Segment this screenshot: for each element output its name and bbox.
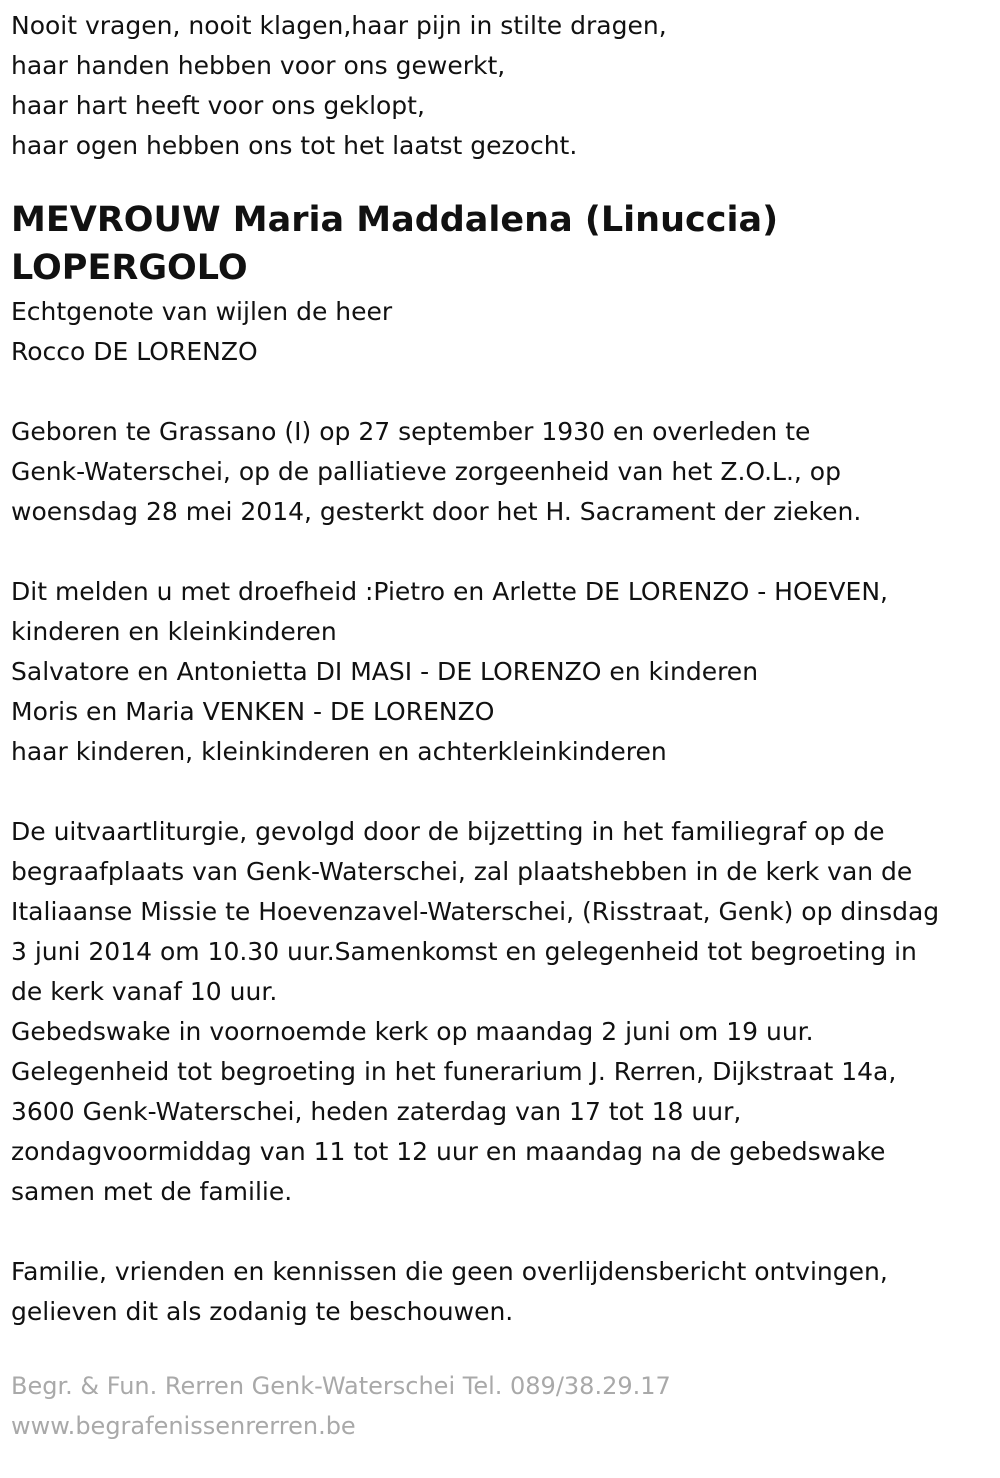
family-line: haar kinderen, kleinkinderen en achterkleinkinderen (11, 737, 667, 766)
spouse-line: Rocco DE LORENZO (11, 337, 258, 366)
footer (11, 1366, 996, 1446)
funeral-line: de kerk vanaf 10 uur. (11, 977, 278, 1006)
birth-death-line: Genk-Waterschei, op de palliatieve zorgeenheid van het Z.O.L., op (11, 457, 841, 486)
funeral-line: begraafplaats van Genk-Waterschei, zal plaatshebben in de kerk van de (11, 857, 913, 886)
poem-line: Nooit vragen, nooit klagen,haar pijn in stilte dragen, (11, 11, 667, 40)
deceased-name (11, 196, 996, 292)
undertaker-website[interactable]: www.begrafenissenrerren.be (11, 1412, 356, 1440)
deceased-surname-line: LOPERGOLO (11, 248, 248, 288)
funeral-line: 3600 Genk-Waterschei, heden zaterdag van 17 tot 18 uur, (11, 1097, 742, 1126)
closing-note (11, 1252, 996, 1332)
closing-line: gelieven dit als zodanig te beschouwen. (11, 1297, 514, 1326)
funeral-line: Gebedswake in voornoemde kerk op maandag 2 juni om 19 uur. (11, 1017, 814, 1046)
birth-death-line: Geboren te Grassano (I) op 27 september 1930 en overleden te (11, 417, 811, 446)
family-announcement (11, 572, 996, 772)
family-line: Dit melden u met droefheid :Pietro en Arlette DE LORENZO - HOEVEN, (11, 577, 888, 606)
funeral-line: 3 juni 2014 om 10.30 uur.Samenkomst en gelegenheid tot begroeting in (11, 937, 917, 966)
family-line: Salvatore en Antonietta DI MASI - DE LORENZO en kinderen (11, 657, 759, 686)
funeral-line: Italiaanse Missie te Hoevenzavel-Waterschei, (Risstraat, Genk) op dinsdag (11, 897, 940, 926)
family-line: Moris en Maria VENKEN - DE LORENZO (11, 697, 495, 726)
funeral-details (11, 812, 996, 1212)
spouse-info (11, 292, 996, 372)
birth-death-info (11, 412, 996, 532)
deceased-name-line: MEVROUW Maria Maddalena (Linuccia) (11, 200, 779, 240)
funeral-line: zondagvoormiddag van 11 tot 12 uur en maandag na de gebedswake (11, 1137, 886, 1166)
poem-line: haar handen hebben voor ons gewerkt, (11, 51, 506, 80)
poem-line: haar ogen hebben ons tot het laatst gezocht. (11, 131, 578, 160)
family-line: kinderen en kleinkinderen (11, 617, 337, 646)
birth-death-line: woensdag 28 mei 2014, gesterkt door het H. Sacrament der zieken. (11, 497, 862, 526)
obituary-notice (11, 6, 996, 1446)
undertaker-contact: Begr. & Fun. Rerren Genk-Waterschei Tel. 089/38.29.17 (11, 1372, 671, 1400)
poem (11, 6, 996, 166)
closing-line: Familie, vrienden en kennissen die geen overlijdensbericht ontvingen, (11, 1257, 888, 1286)
spouse-line: Echtgenote van wijlen de heer (11, 297, 393, 326)
funeral-line: Gelegenheid tot begroeting in het funerarium J. Rerren, Dijkstraat 14a, (11, 1057, 897, 1086)
funeral-line: samen met de familie. (11, 1177, 293, 1206)
funeral-line: De uitvaartliturgie, gevolgd door de bijzetting in het familiegraf op de (11, 817, 885, 846)
poem-line: haar hart heeft voor ons geklopt, (11, 91, 425, 120)
